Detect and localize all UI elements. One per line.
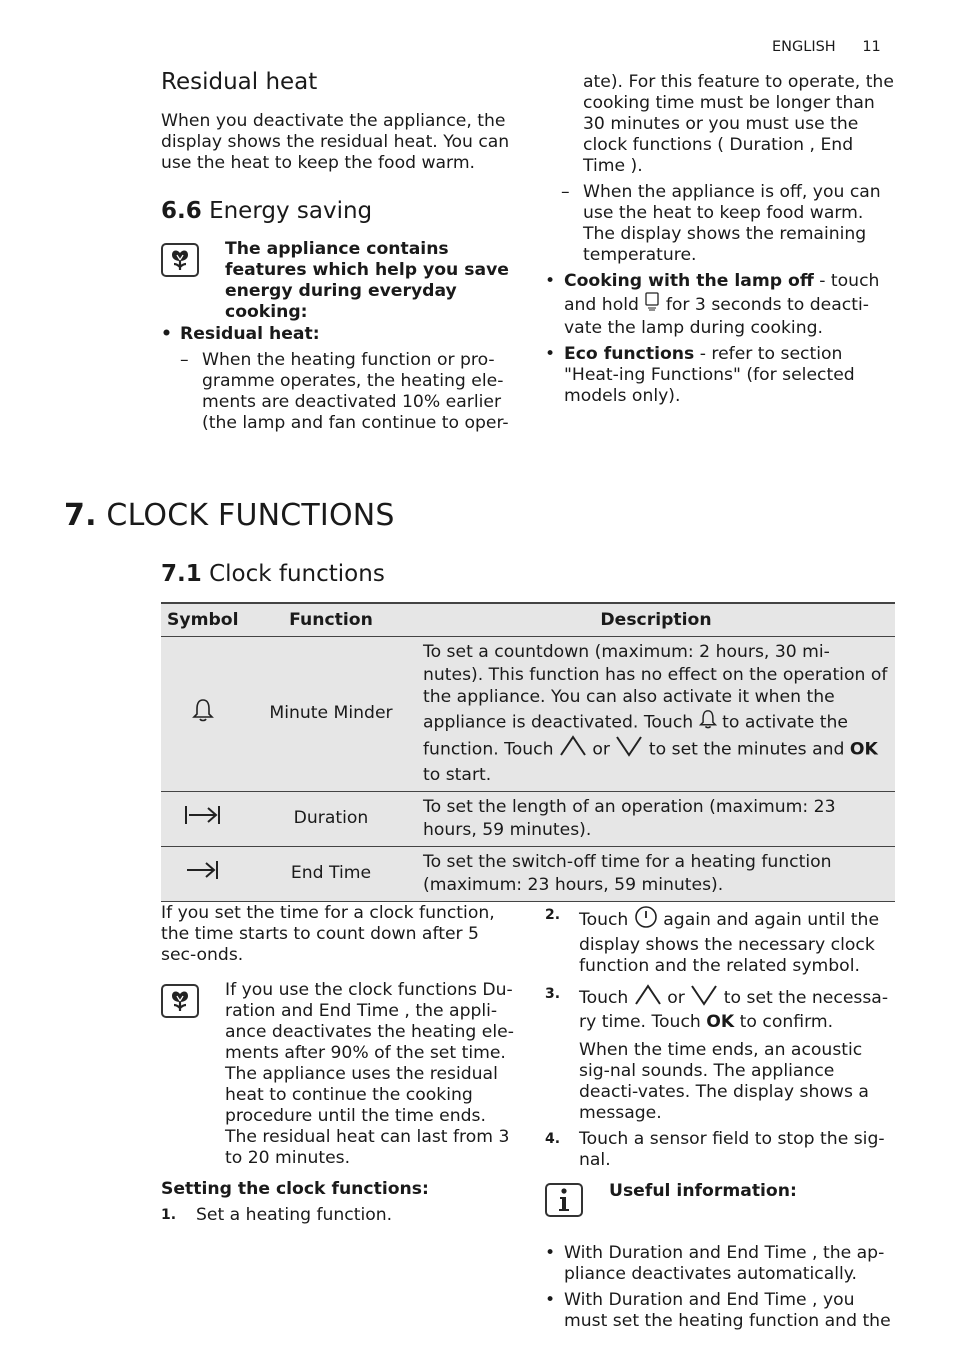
lamp-off-bullet — [545, 271, 897, 339]
step-1-number: 1. — [161, 1207, 177, 1223]
section-title: Energy saving — [209, 198, 373, 224]
symbol-cell — [161, 792, 245, 847]
eco-note-2-text: If you use the clock functions Du-ration and End Time , the appli-ance deactivates the heating ele-ments after 90% of the set time. The appliance uses the residual heat to continue the cooking procedure until the time ends. The residual heat can last from 3 to 20 minutes. — [225, 980, 514, 1168]
header-description: Description — [417, 603, 895, 637]
useful-info-title: Useful information: — [609, 1181, 797, 1201]
description-cell: To set the switch-off time for a heating function (maximum: 23 hours, 59 minutes). — [417, 847, 895, 902]
step-4-text: Touch a sensor field to stop the sig-nal. — [579, 1129, 885, 1170]
eco-note-text: The appliance contains features which help you save energy during everyday cooking: — [225, 239, 509, 322]
bell-icon — [699, 709, 717, 736]
clock-icon — [634, 905, 658, 935]
symbol-cell — [161, 637, 245, 792]
description-cell — [417, 637, 895, 792]
step-1-text: Set a heating function. — [196, 1205, 393, 1225]
step-2-number: 2. — [545, 907, 561, 923]
countdown-note: If you set the time for a clock function, the time starts to count down after 5 sec-onds. — [161, 903, 495, 965]
lamp-off-text-a: - touch and hold — [564, 271, 880, 315]
dash-item-1-text: When the heating function or pro-gramme operates, the heating ele-ments are deactivated 10% earlier (the lamp and fan continue to oper- — [202, 350, 509, 433]
clock-section-title: Clock functions — [209, 561, 385, 587]
header-language: ENGLISH — [772, 39, 836, 55]
step-3-text-a: Touch — [579, 988, 634, 1008]
up-arrow-icon — [559, 735, 587, 764]
lamp-off-text-b: for 3 seconds to deacti-vate the lamp during cooking. — [564, 295, 869, 338]
chapter-heading — [64, 498, 395, 534]
symbol-cell — [161, 847, 245, 902]
left-column-top — [161, 68, 521, 434]
bell-icon — [192, 707, 214, 727]
function-cell: End Time — [245, 847, 417, 902]
down-arrow-icon — [615, 735, 643, 764]
dash-item-1: – When the heating function or pro-gramme operates, the heating ele-ments are deactivated 10% earlier (the lamp and fan continue to oper- — [180, 350, 509, 433]
energy-saving-heading — [161, 197, 521, 225]
table-row — [161, 637, 895, 792]
clock-functions-table — [161, 602, 895, 902]
up-arrow-icon — [634, 984, 662, 1012]
info-icon — [545, 1183, 583, 1217]
table-header-row — [161, 603, 895, 637]
clock-section-number: 7.1 — [161, 561, 202, 587]
header-symbol: Symbol — [161, 603, 245, 637]
eco-note — [161, 239, 521, 322]
step-3 — [545, 984, 897, 1033]
ok-label: OK — [849, 739, 878, 760]
eco-functions-text: - refer to section "Heat-ing Functions" (for selected models only). — [564, 344, 855, 406]
useful-item-1: • With Duration and End Time , the ap-pliance deactivates automatically. — [545, 1243, 897, 1285]
step-1 — [161, 1205, 517, 1226]
dash-item-1-continued: ate). For this feature to operate, the cooking time must be longer than 30 minutes or you must use the clock functions ( Duration , End Time ). — [583, 72, 894, 176]
page-header — [772, 39, 881, 55]
step-3-number: 3. — [545, 986, 561, 1002]
step-2 — [545, 905, 897, 977]
step-3-text-b: or — [661, 988, 691, 1008]
residual-heat-title: Residual heat — [161, 69, 318, 95]
step-2-text-a: Touch — [579, 910, 634, 930]
right-column-bottom — [545, 905, 897, 1332]
step-4-number: 4. — [545, 1131, 561, 1147]
step-3-extra: When the time ends, an acoustic sig-nal sounds. The appliance deacti-vates. The display shows a message. — [579, 1040, 869, 1123]
residual-heat-label: Residual heat: — [180, 324, 320, 344]
down-arrow-icon — [690, 984, 718, 1012]
step-2-text-b: again and again until the display shows the necessary clock function and the related symbol. — [579, 910, 880, 976]
eco-note-2 — [161, 980, 517, 1176]
eco-leaf-icon — [161, 243, 199, 277]
dash-item-2: – When the appliance is off, you can use the heat to keep food warm. The display shows the remaining temperature. — [561, 182, 881, 265]
minute-minder-desc-a: To set a countdown (maximum: 2 hours, 30 mi-nutes). This function has no effect on the operation of the appliance. You can also activate it when the appliance is deactivated. Touch — [423, 642, 888, 732]
section-number: 6.6 — [161, 198, 202, 224]
duration-icon — [183, 811, 223, 831]
chapter-title: CLOCK FUNCTIONS — [106, 498, 395, 533]
lamp-icon — [644, 292, 660, 318]
setting-title: Setting the clock functions: — [161, 1179, 429, 1199]
minute-minder-desc-e: to start. — [423, 764, 492, 785]
minute-minder-desc-c: or — [586, 739, 616, 760]
header-function: Function — [245, 603, 417, 637]
lamp-off-label: Cooking with the lamp off — [564, 271, 814, 291]
page-number: 11 — [862, 39, 881, 55]
residual-heat-body: When you deactivate the appliance, the display shows the residual heat. You can use the heat to keep the food warm. — [161, 111, 510, 173]
minute-minder-desc-d: to set the minutes and — [643, 739, 850, 760]
useful-item-2: • With Duration and End Time , you must set the heating function and the — [545, 1290, 897, 1332]
residual-heat-bullet — [161, 324, 521, 345]
ok-label: OK — [706, 1012, 735, 1032]
chapter-number: 7. — [64, 498, 97, 533]
right-column-top — [545, 72, 897, 407]
clock-section-heading — [161, 560, 385, 588]
function-cell: Duration — [245, 792, 417, 847]
eco-leaf-icon — [161, 984, 199, 1018]
dash-item-2-text: When the appliance is off, you can use the heat to keep food warm. The display shows the remaining temperature. — [583, 182, 881, 265]
eco-functions-bullet — [545, 344, 897, 407]
left-column-bottom — [161, 903, 517, 1226]
minute-minder-desc-b: to activate the function. Touch — [423, 711, 849, 760]
useful-info — [545, 1183, 897, 1243]
function-cell: Minute Minder — [245, 637, 417, 792]
table-row — [161, 847, 895, 902]
end-time-icon — [185, 866, 221, 886]
step-3-text-d: to confirm. — [734, 1012, 834, 1032]
eco-functions-label: Eco functions — [564, 344, 695, 364]
step-3-text-c: to set the necessa-ry time. Touch — [579, 988, 889, 1032]
clock-functions-table-wrap — [161, 602, 895, 902]
step-4 — [545, 1129, 897, 1171]
table-row — [161, 792, 895, 847]
description-cell: To set the length of an operation (maximum: 23 hours, 59 minutes). — [417, 792, 895, 847]
